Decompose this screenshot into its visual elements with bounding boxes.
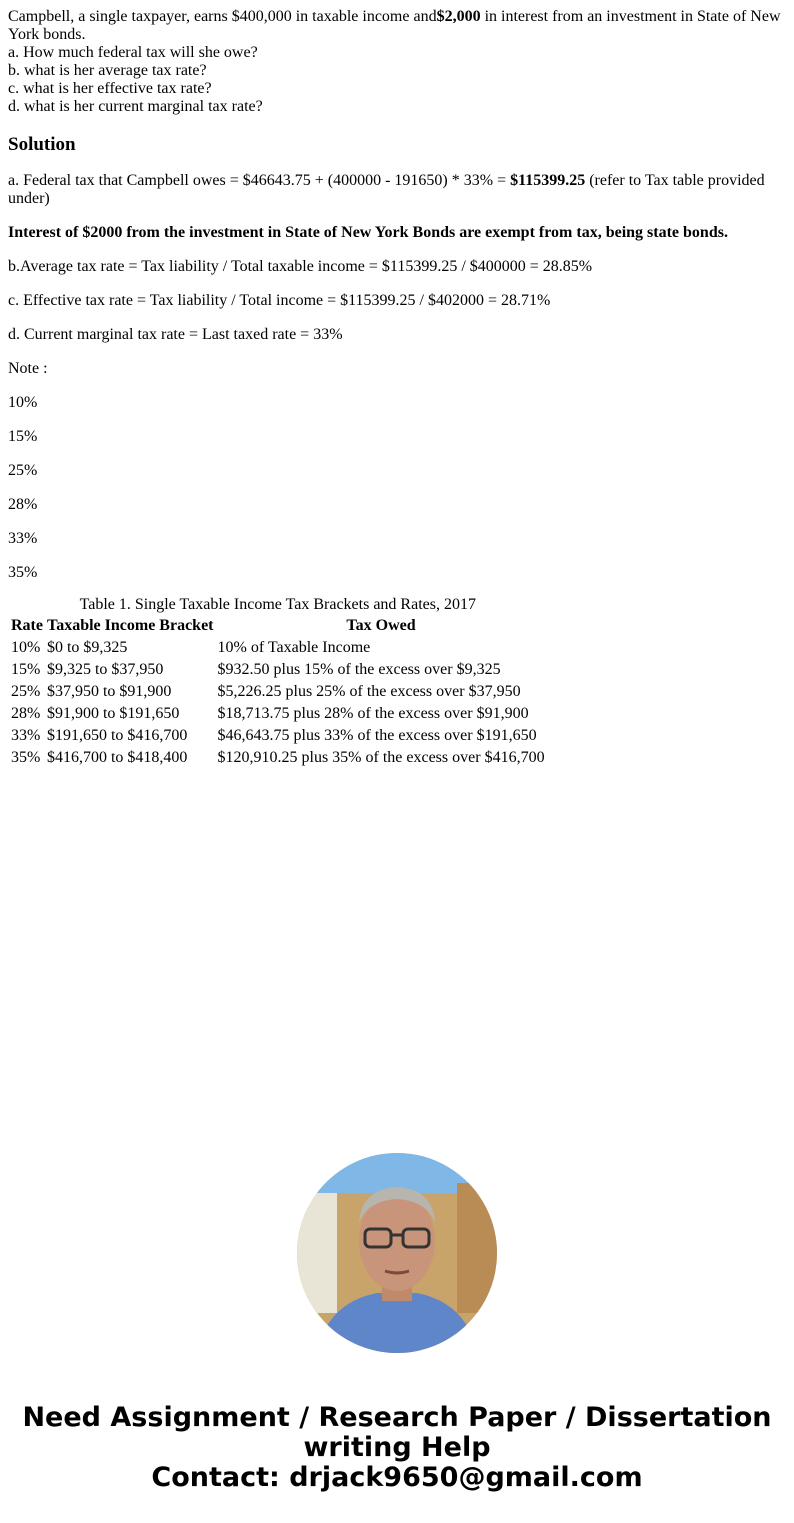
cell-tax-owed: $18,713.75 plus 28% of the excess over $91,900 — [217, 705, 529, 722]
cell-bracket: $9,325 to $37,950 — [46, 661, 164, 678]
rate-item: 10% — [8, 394, 38, 411]
question-item: b. what is her average tax rate? — [8, 62, 207, 79]
cell-rate: 28% — [11, 705, 41, 722]
header-rate: Rate — [11, 617, 43, 634]
rate-item: 25% — [8, 462, 38, 479]
question-item: c. what is her effective tax rate? — [8, 80, 212, 97]
question-item: d. what is her current marginal tax rate? — [8, 98, 263, 115]
table-row — [10, 660, 546, 680]
rate-item: 15% — [8, 428, 38, 445]
cell-rate: 33% — [11, 727, 41, 744]
cell-rate: 25% — [11, 683, 41, 700]
footer-line: writing Help — [303, 1432, 491, 1463]
table-row — [10, 682, 546, 702]
answer-b: b.Average tax rate = Tax liability / Total taxable income = $115399.25 / $400000 = 28.85% — [8, 258, 593, 275]
table-row — [10, 704, 546, 724]
rate-item: 35% — [8, 564, 38, 581]
solution-heading: Solution — [8, 134, 76, 155]
cell-bracket: $37,950 to $91,900 — [46, 683, 172, 700]
header-tax-owed: Tax Owed — [346, 617, 416, 634]
cell-tax-owed: $46,643.75 plus 33% of the excess over $191,650 — [217, 727, 537, 744]
cell-rate: 10% — [11, 639, 41, 656]
question — [8, 8, 786, 116]
answer-d: d. Current marginal tax rate = Last taxed rate = 33% — [8, 326, 343, 343]
tax-brackets-table — [8, 596, 548, 770]
table-row — [10, 726, 546, 746]
header-bracket: Taxable Income Bracket — [46, 617, 214, 634]
footer-contact: Contact: drjack9650@gmail.com — [151, 1462, 643, 1493]
answer-a: a. Federal tax that Campbell owes = $46643.75 + (400000 - 191650) * 33% = $115399.25 (refer to Tax table provided under) — [8, 172, 765, 207]
cell-bracket: $91,900 to $191,650 — [46, 705, 180, 722]
rate-item: 33% — [8, 530, 38, 547]
footer-line: Need Assignment / Research Paper / Dissertation — [22, 1402, 772, 1433]
cell-tax-owed: 10% of Taxable Income — [217, 639, 371, 656]
cell-tax-owed: $932.50 plus 15% of the excess over $9,325 — [217, 661, 501, 678]
cell-bracket: $0 to $9,325 — [46, 639, 128, 656]
rate-item: 28% — [8, 496, 38, 513]
table-header-row — [10, 616, 546, 636]
table-row — [10, 638, 546, 658]
cell-tax-owed: $120,910.25 plus 35% of the excess over $416,700 — [217, 749, 545, 766]
cell-bracket: $191,650 to $416,700 — [46, 727, 188, 744]
cell-tax-owed: $5,226.25 plus 25% of the excess over $37,950 — [217, 683, 521, 700]
author-photo — [297, 1153, 497, 1353]
question-item: a. How much federal tax will she owe? — [8, 44, 258, 61]
table-caption: Table 1. Single Taxable Income Tax Brackets and Rates, 2017 — [79, 596, 476, 613]
note-label: Note : — [8, 360, 48, 377]
answer-c: c. Effective tax rate = Tax liability / Total income = $115399.25 / $402000 = 28.71% — [8, 292, 551, 309]
table-row — [10, 748, 546, 768]
interest-note: Interest of $2000 from the investment in State of New York Bonds are exempt from tax, being state bonds. — [8, 224, 728, 241]
cell-bracket: $416,700 to $418,400 — [46, 749, 188, 766]
portrait-image — [297, 1153, 497, 1353]
question-intro: Campbell, a single taxpayer, earns $400,000 in taxable income and$2,000 in interest from an investment in State of New York bonds. — [8, 8, 781, 43]
cell-rate: 15% — [11, 661, 41, 678]
contact-footer — [0, 1403, 794, 1493]
cell-rate: 35% — [11, 749, 41, 766]
